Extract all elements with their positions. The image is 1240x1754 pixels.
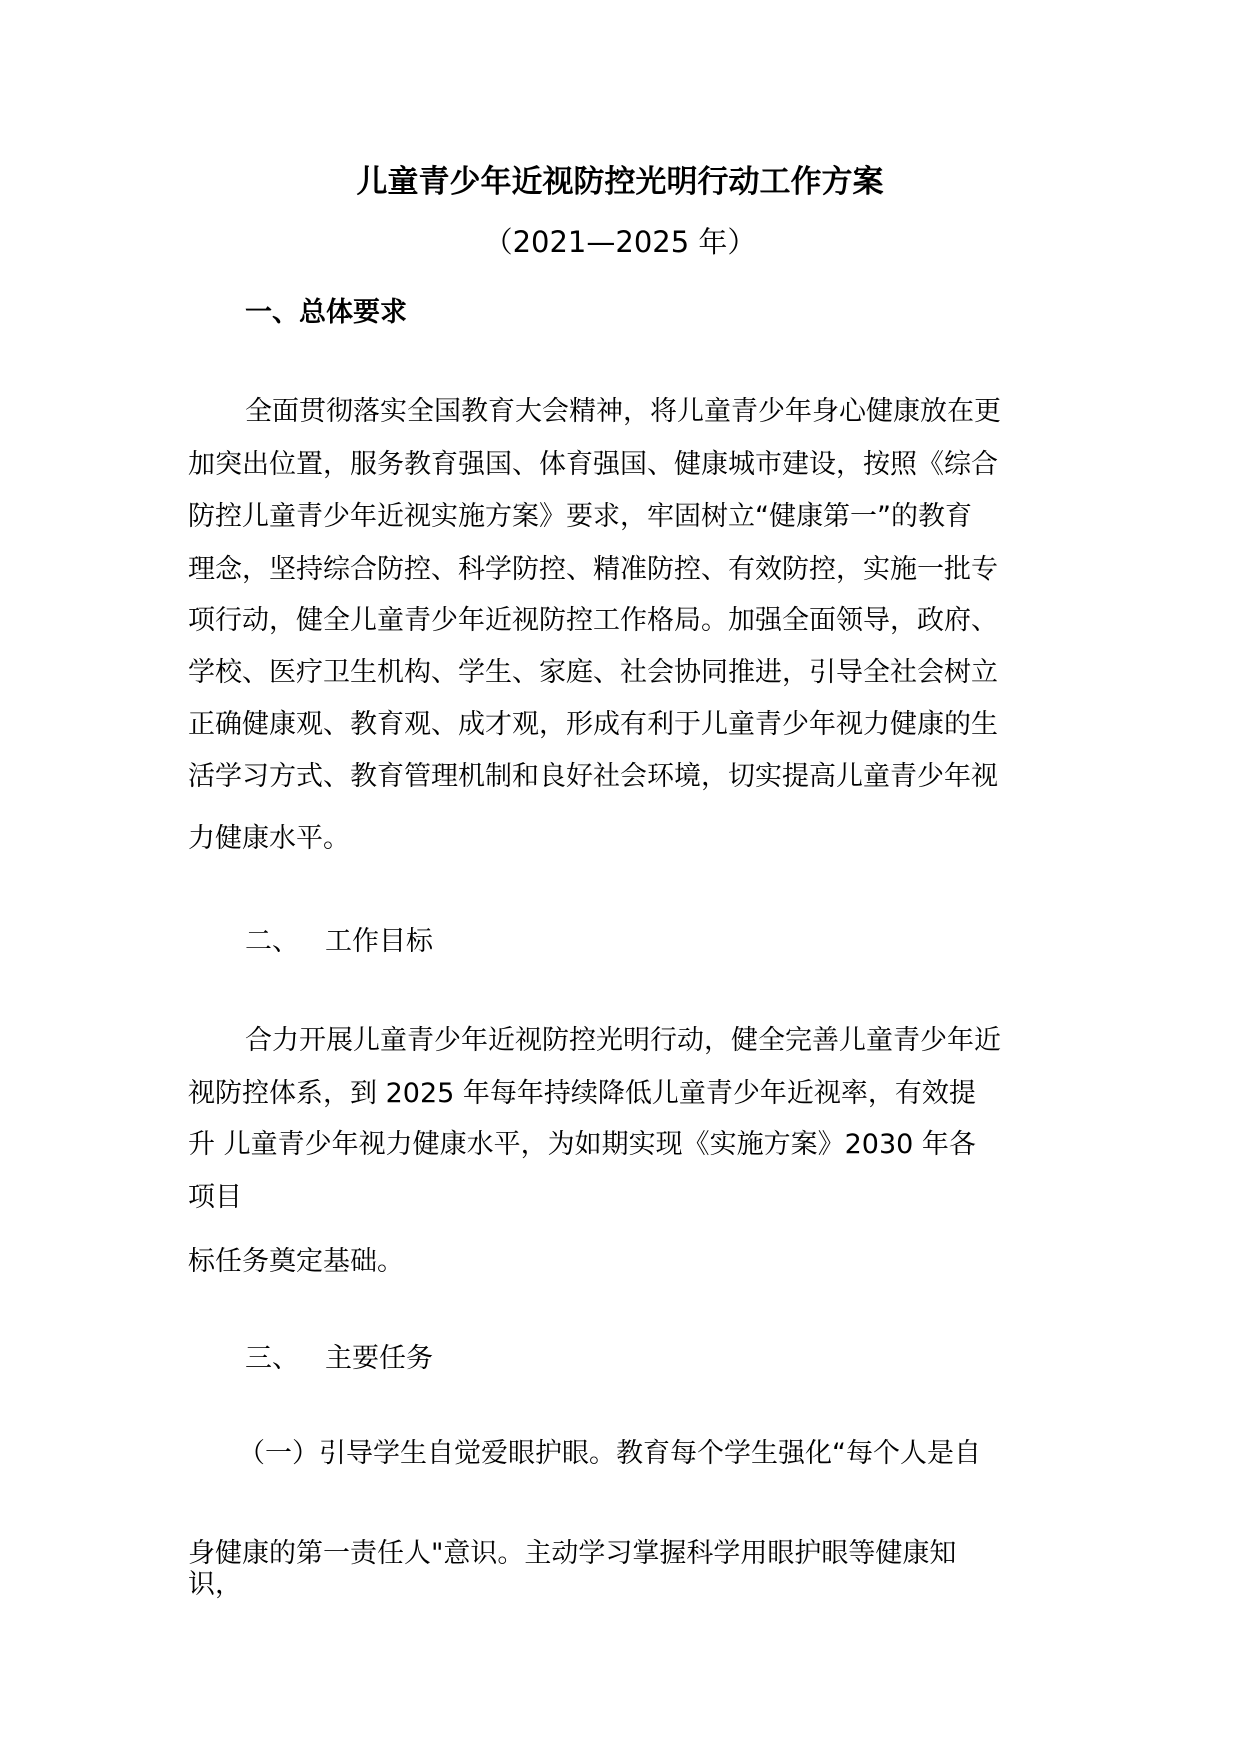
paragraph-line: 合力开展儿童青少年近视防控光明行动，健全完善儿童青少年近 <box>245 1025 1001 1056</box>
paragraph-line: 活学习方式、教育管理机制和良好社会环境，切实提高儿童青少年视 <box>188 761 998 792</box>
paragraph-line: 理念，坚持综合防控、科学防控、精准防控、有效防控，实施一批专 <box>188 554 998 585</box>
document-title: 儿童青少年近视防控光明行动工作方案 <box>356 164 884 200</box>
section-heading-overall-requirements <box>245 296 407 330</box>
paragraph-line: 防控儿童青少年近视实施方案》要求，牢固树立“健康第一”的教育 <box>188 501 972 532</box>
paragraph-line: 学校、医疗卫生机构、学生、家庭、社会协同推进，引导全社会树立 <box>188 657 998 688</box>
section-heading-main-tasks <box>245 1342 433 1376</box>
section-number: 一、 <box>245 297 299 328</box>
section-title: 工作目标 <box>325 926 433 957</box>
paragraph-line: 项行动，健全儿童青少年近视防控工作格局。加强全面领导，政府、 <box>188 605 998 636</box>
section-heading-work-goals <box>245 925 433 959</box>
document-subtitle: （2021—2025 年） <box>483 225 757 259</box>
section-number: 三、 <box>245 1343 299 1374</box>
section-title: 主要任务 <box>325 1343 433 1374</box>
paragraph-line: 力健康水平。 <box>188 823 350 854</box>
paragraph-line: 升 儿童青少年视力健康水平，为如期实现《实施方案》2030 年各 <box>188 1129 976 1160</box>
paragraph-line: 项目 <box>188 1182 242 1213</box>
section-number: 二、 <box>245 926 299 957</box>
paragraph-line: 身健康的第一责任人"意识。主动学习掌握科学用眼护眼等健康知 <box>188 1538 957 1569</box>
paragraph-line: 加突出位置，服务教育强国、体育强国、健康城市建设，按照《综合 <box>188 449 998 480</box>
paragraph-line: 视防控体系，到 2025 年每年持续降低儿童青少年近视率，有效提 <box>188 1078 976 1109</box>
paragraph-line: 全面贯彻落实全国教育大会精神，将儿童青少年身心健康放在更 <box>245 396 1001 427</box>
paragraph-line: （一）引导学生自觉爱眼护眼。教育每个学生强化“每个人是自 <box>238 1438 981 1469</box>
paragraph-line: 正确健康观、教育观、成才观，形成有利于儿童青少年视力健康的生 <box>188 709 998 740</box>
paragraph-line: 识， <box>188 1569 242 1600</box>
paragraph-line: 标任务奠定基础。 <box>188 1246 404 1277</box>
section-title: 总体要求 <box>299 297 407 328</box>
